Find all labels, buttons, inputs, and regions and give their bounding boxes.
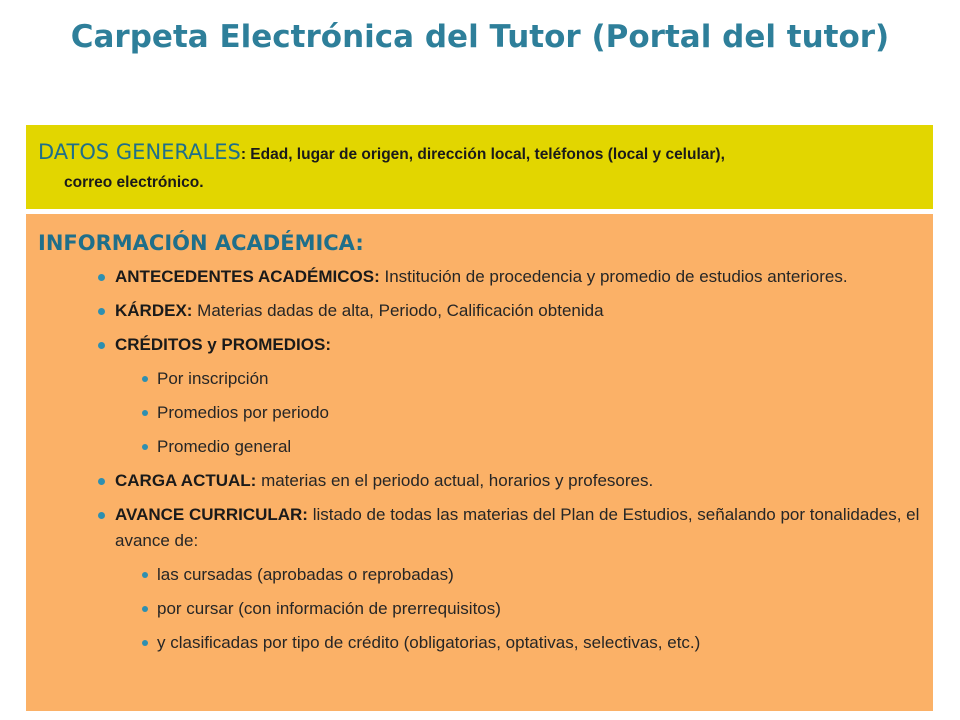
- list-item-carga-actual: [38, 468, 921, 494]
- sublist-item-text: Promedios por periodo: [157, 403, 329, 422]
- informacion-academica-box: [26, 214, 933, 711]
- bullet-icon: [98, 478, 105, 485]
- item-text: materias en el periodo actual, horarios y profesores.: [256, 471, 654, 490]
- item-lead: CRÉDITOS y PROMEDIOS:: [115, 335, 331, 354]
- datos-generales-box: [26, 125, 933, 209]
- item-text: Institución de procedencia y promedio de estudios anteriores.: [379, 267, 848, 286]
- bullet-icon: [98, 274, 105, 281]
- item-text: Materias dadas de alta, Periodo, Calificación obtenida: [192, 301, 604, 320]
- bullet-icon: [142, 444, 148, 450]
- bullet-icon: [142, 376, 148, 382]
- sublist-item: [38, 562, 921, 588]
- sublist-item-text: y clasificadas por tipo de crédito (obligatorias, optativas, selectivas, etc.): [157, 633, 701, 652]
- sublist-item: [38, 630, 921, 656]
- sublist-item-text: Promedio general: [157, 437, 292, 456]
- sublist-item: [38, 400, 921, 426]
- datos-generales-heading: DATOS GENERALES: [38, 140, 241, 164]
- list-item-antecedentes: [38, 264, 921, 290]
- bullet-icon: [98, 512, 105, 519]
- list-item-avance-curricular: [38, 502, 921, 554]
- item-lead: CARGA ACTUAL:: [115, 471, 257, 490]
- item-text: listado de todas las materias del Plan de Estudios, señalando por tonalidades, el avance de:: [115, 505, 920, 550]
- bullet-icon: [142, 606, 148, 612]
- sublist-item: [38, 596, 921, 622]
- sublist-item-text: por cursar (con información de prerrequisitos): [157, 599, 501, 618]
- datos-generales-text: : Edad, lugar de origen, dirección local, teléfonos (local y celular),: [240, 146, 725, 163]
- academic-info-list-continued: [38, 468, 921, 554]
- informacion-academica-heading: INFORMACIÓN ACADÉMICA:: [38, 231, 364, 255]
- bullet-icon: [98, 308, 105, 315]
- slide-title: Carpeta Electrónica del Tutor (Portal del tutor): [70, 19, 890, 55]
- list-item-creditos: [38, 332, 921, 358]
- list-item-kardex: [38, 298, 921, 324]
- bullet-icon: [142, 410, 148, 416]
- item-lead: ANTECEDENTES ACADÉMICOS:: [115, 267, 380, 286]
- item-lead: KÁRDEX:: [115, 301, 193, 320]
- sublist-item: [38, 434, 921, 460]
- item-lead: AVANCE CURRICULAR:: [115, 505, 308, 524]
- datos-generales-text-continued: correo electrónico.: [64, 174, 204, 191]
- sublist-item-text: las cursadas (aprobadas o reprobadas): [157, 565, 454, 584]
- bullet-icon: [142, 572, 148, 578]
- sublist-item-text: Por inscripción: [157, 369, 269, 388]
- bullet-icon: [142, 640, 148, 646]
- avance-sublist: [38, 562, 921, 656]
- sublist-item: [38, 366, 921, 392]
- datos-generales-line: [38, 137, 919, 170]
- bullet-icon: [98, 342, 105, 349]
- creditos-sublist: [38, 366, 921, 460]
- academic-info-list: [38, 264, 921, 358]
